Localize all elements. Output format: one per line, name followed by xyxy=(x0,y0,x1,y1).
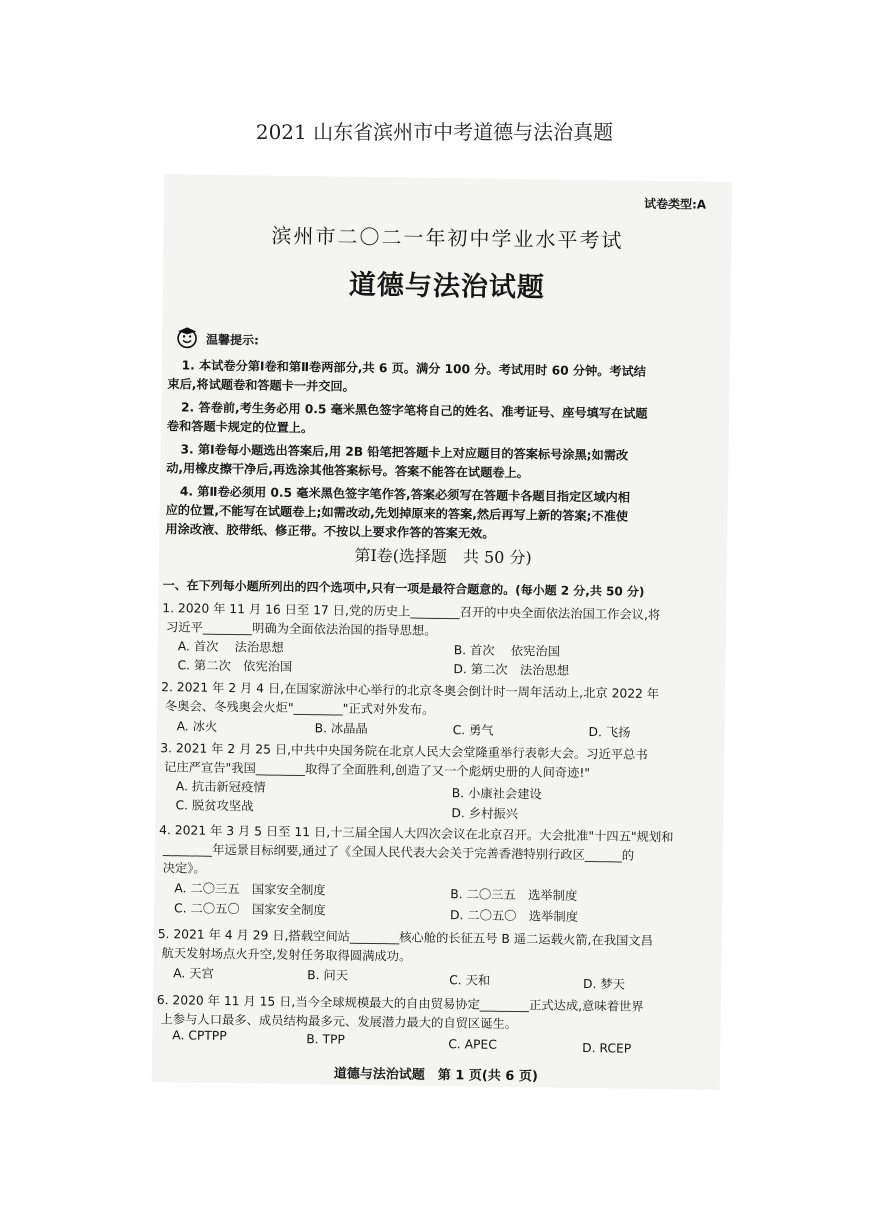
notice-heading: 温馨提示: xyxy=(205,332,259,348)
option: B. 冰晶晶 xyxy=(314,721,368,736)
question-stem-line: 4. 2021 年 3 月 5 日至 11 日,十三届全国人大四次会议在北京召开。大会批准"十四五"规划和 xyxy=(159,823,674,845)
notice-line: 1. 本试卷分第Ⅰ卷和第Ⅱ卷两部分,共 6 页。满分 100 分。考试用时 60 分钟。考试结 xyxy=(181,358,647,379)
option: A. 抗击新冠疫情 xyxy=(175,779,266,795)
notice-line: 应的位置,不能写在试题卷上;如需改动,先划掉原来的答案,然后再写上新的答案;不准使 xyxy=(165,503,629,524)
smiley-icon xyxy=(176,326,198,348)
option: B. TPP xyxy=(306,1032,346,1047)
exam-name: 滨州市二〇二一年初中学业水平考试 xyxy=(271,223,624,253)
question-stem-line: 3. 2021 年 2 月 25 日,中共中央国务院在北京人民大会堂隆重举行表彰大会。习近平总书 xyxy=(160,741,648,762)
question-stem-line: 决定》。 xyxy=(162,861,206,876)
option: C. 天和 xyxy=(449,973,491,988)
part-one-heading: 第Ⅰ卷(选择题 共 50 分) xyxy=(354,545,532,568)
option: A. 首次 法治思想 xyxy=(177,639,284,655)
question-stem-line: 航天发射场点火升空,发射任务取得圆满成功。 xyxy=(161,946,412,964)
question-stem-line: 冬奥会、冬残奥会火炬"________"正式对外发布。 xyxy=(164,699,435,717)
question-stem-line: 1. 2020 年 11 月 16 日至 17 日,党的历史上________召开的中央全面依法治国工作会议,将 xyxy=(162,601,661,623)
option: C. 勇气 xyxy=(452,723,494,738)
question-stem-line: 习近平________明确为全面依法治国的指导思想。 xyxy=(165,620,437,638)
notice-line: 用涂改液、胶带纸、修正带。不按以上要求作答的答案无效。 xyxy=(165,522,495,541)
option: C. 第二次 依宪治国 xyxy=(177,658,293,674)
page-footer: 道德与法治试题 第 1 页(共 6 页) xyxy=(333,1066,538,1085)
notice-line: 束后,将试题卷和答题卡一并交回。 xyxy=(167,377,355,394)
notice-line: 4. 第Ⅱ卷必须用 0.5 毫米黑色签字笔作答,答案必须写在答题卡各题目指定区域内相 xyxy=(179,484,631,505)
section-heading: 一、在下列每小题所列出的四个选项中,只有一项是最符合题意的。(每小题 2 分,共 50 分) xyxy=(162,578,645,599)
subject-title: 道德与法治试题 xyxy=(348,269,546,304)
notice-line: 卷和答题卡规定的位置上。 xyxy=(166,419,314,436)
option: A. 天宫 xyxy=(173,966,214,981)
scanned-exam-page xyxy=(152,174,733,1090)
option: D. 梦天 xyxy=(583,977,626,992)
option: B. 二〇三五 选举制度 xyxy=(450,887,578,903)
option: D. 第二次 法治思想 xyxy=(453,662,570,678)
paper-type-label: 试卷类型:A xyxy=(643,196,707,212)
question-stem-line: ________年远景目标纲要,通过了《全国人民代表大会关于完善香港特别行政区______的 xyxy=(162,842,635,863)
option: C. 二〇五〇 国家安全制度 xyxy=(174,901,326,918)
option: B. 小康社会建设 xyxy=(451,786,542,802)
question-stem-line: 记庄严宣告"我国________取得了全面胜利,创造了又一个彪炳史册的人间奇迹!" xyxy=(163,760,591,781)
option: A. CPTPP xyxy=(172,1028,227,1044)
option: C. APEC xyxy=(448,1037,497,1052)
option: B. 首次 依宪治国 xyxy=(453,643,561,659)
option: D. RCEP xyxy=(582,1040,632,1056)
question-stem-line: 5. 2021 年 4 月 29 日,搭载空间站________核心舱的长征五号 B 遥二运载火箭,在我国文昌 xyxy=(157,927,654,948)
notice-line: 2. 答卷前,考生务必用 0.5 毫米黑色签字笔将自己的姓名、准考证号、座号填写在试题 xyxy=(181,400,648,421)
option: D. 二〇五〇 选举制度 xyxy=(449,908,579,924)
notice-line: 动,用橡皮擦干净后,再选涂其他答案标号。答案不能答在试题卷上。 xyxy=(166,461,530,481)
question-stem-line: 2. 2021 年 2 月 4 日,在国家游泳中心举行的北京冬奥会倒计时一周年活动上,北京 2022 年 xyxy=(161,680,660,702)
notice-line: 3. 第Ⅰ卷每小题选出答案后,用 2B 铅笔把答题卡上对应题目的答案标号涂黑;如需改 xyxy=(180,442,629,463)
option: B. 问天 xyxy=(307,968,349,983)
option: D. 乡村振兴 xyxy=(451,806,519,822)
question-stem-line: 上参与人口最多、成员结构最多元、发展潜力最大的自贸区诞生。 xyxy=(160,1012,518,1032)
document-title: 2021 山东省滨州市中考道德与法治真题 xyxy=(255,120,614,144)
option: C. 脱贫攻坚战 xyxy=(175,798,254,814)
option: A. 二〇三五 国家安全制度 xyxy=(174,881,326,898)
question-stem-line: 6. 2020 年 11 月 15 日,当今全球规模最大的自由贸易协定________正式达成,意味着世界 xyxy=(156,993,644,1014)
option: D. 飞扬 xyxy=(588,725,631,740)
option: A. 冰火 xyxy=(176,719,218,734)
